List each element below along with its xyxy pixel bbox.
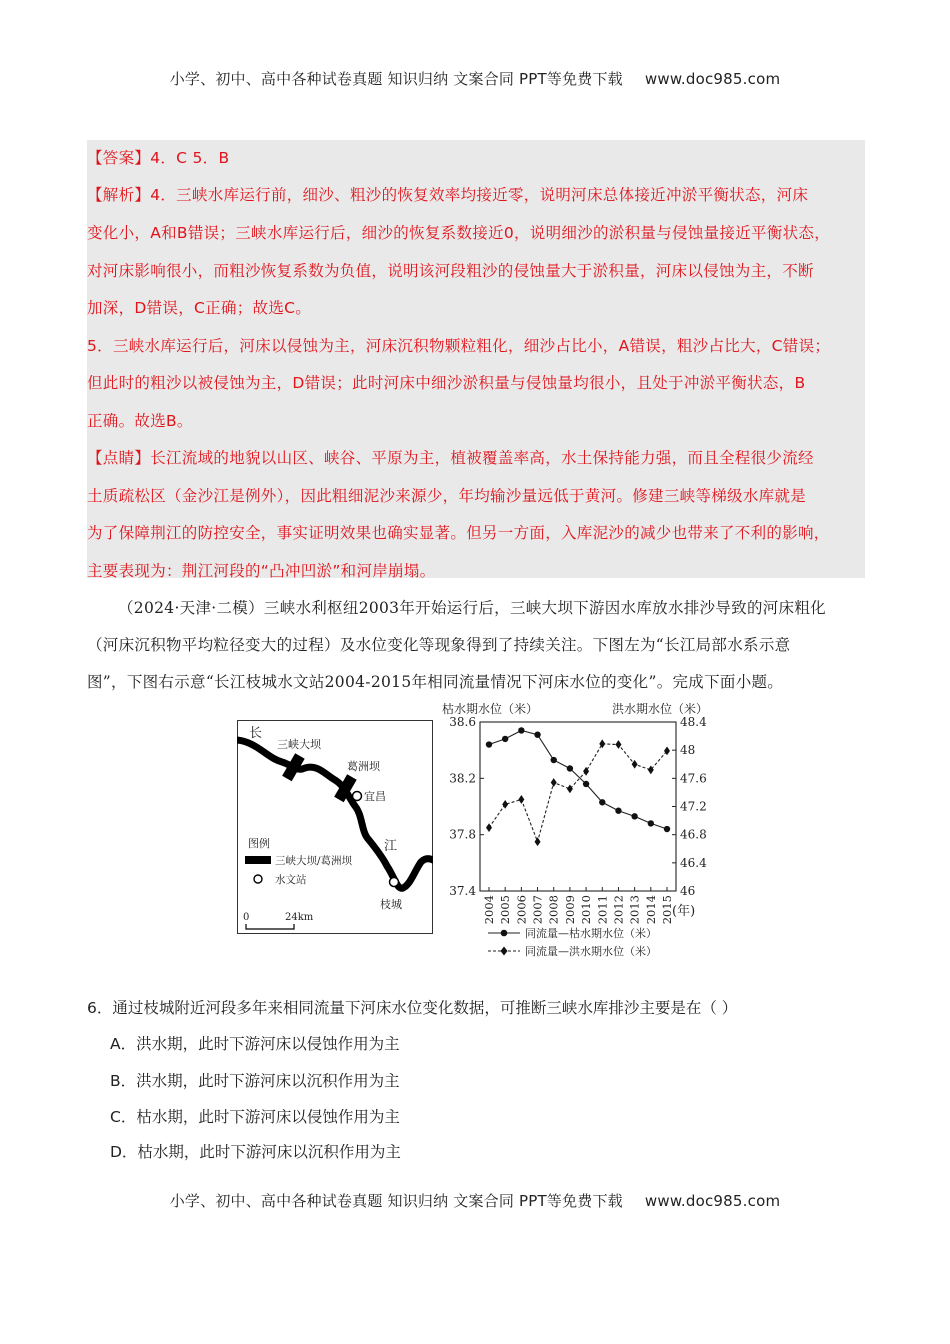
tip-line: 【点睛】长江流域的地貌以山区、峡谷、平原为主，植被覆盖率高，水土保持能力强，而且全程很少流经: [87, 449, 814, 467]
legend-dam-label: 三峡大坝/葛洲坝: [275, 855, 353, 867]
left-tick-label: 37.4: [449, 884, 476, 898]
dry-season-point: [599, 799, 605, 805]
left-tick-label: 38.2: [449, 771, 476, 786]
dry-season-point: [567, 765, 573, 771]
x-tick-label: 2011: [595, 895, 610, 925]
x-tick-label: 2012: [611, 895, 626, 925]
legend-dry-marker: [501, 930, 508, 937]
map-label-yichang: 宜昌: [364, 790, 386, 803]
intro-line: （河床沉积物平均粒径变大的过程）及水位变化等现象得到了持续关注。下图左为“长江局部水系示意: [87, 636, 791, 654]
x-tick-label: 2015: [660, 895, 674, 925]
analysis-line: 正确。故选B。: [87, 412, 193, 430]
left-axis-label: 枯水期水位（米）: [442, 702, 539, 716]
river-map: [237, 720, 433, 934]
plot-frame: [480, 722, 676, 891]
x-tick-label: 2014: [643, 895, 658, 925]
footer-site: www.doc985.com: [644, 1192, 781, 1210]
flood-season-line: [489, 744, 667, 842]
option-d[interactable]: D．枯水期，此时下游河床以沉积作用为主: [110, 1143, 401, 1161]
zhicheng-station-icon: [390, 878, 399, 887]
header-site: www.doc985.com: [644, 70, 781, 88]
legend-station-icon: [254, 875, 262, 883]
map-label-jiang: 江: [384, 839, 398, 854]
analysis-line: 加深，D错误，C正确；故选C。: [87, 299, 312, 317]
legend-flood-marker: [501, 947, 508, 956]
analysis-line: 变化小，A和B错误；三峡水库运行后，细沙的恢复系数接近0，说明细沙的淤积量与侵蚀量接近平衡状态，: [87, 224, 831, 242]
dry-season-point: [486, 741, 492, 747]
intro-line: （2024·天津·二模）三峡水利枢纽2003年开始运行后，三峡大坝下游因水库放水排沙导致的河床粗化: [118, 599, 826, 617]
intro-line: 图”，下图右示意“长江枝城水文站2004-2015年相同流量情况下河床水位的变化”。完成下面小题。: [87, 673, 784, 691]
x-axis-label: (年): [672, 904, 696, 919]
right-axis-label: 洪水期水位（米）: [612, 702, 709, 716]
map-label-gezhouba: 葛洲坝: [347, 760, 380, 773]
left-tick-label: 37.8: [449, 827, 476, 842]
left-tick-label: 38.6: [449, 715, 476, 729]
dry-season-point: [583, 781, 589, 787]
legend-flood-label: 同流量—洪水期水位（米）: [525, 945, 657, 958]
tip-line: 主要表现为：荆江河段的“凸冲凹淤”和河岸崩塌。: [87, 562, 436, 580]
right-tick-label: 47.2: [680, 799, 707, 814]
x-tick-label: 2009: [562, 895, 577, 925]
map-label-sanxia: 三峡大坝: [277, 738, 321, 751]
map-label-zhicheng: 枝城: [380, 898, 402, 911]
dry-season-point: [502, 736, 508, 742]
x-tick-label: 2004: [482, 895, 496, 925]
flood-season-point: [486, 823, 492, 832]
option-b[interactable]: B．洪水期，此时下游河床以沉积作用为主: [110, 1072, 400, 1090]
x-tick-label: 2008: [546, 895, 561, 925]
option-c[interactable]: C．枯水期，此时下游河床以侵蚀作用为主: [110, 1108, 400, 1126]
scale-km: 24km: [285, 912, 314, 923]
analysis-line: 【解析】4．三峡水库运行前，细沙、粗沙的恢复效率均接近零，说明河床总体接近冲淤平衡状态，河床: [87, 186, 809, 204]
scale-zero: 0: [243, 912, 250, 923]
yichang-station-icon: [353, 792, 362, 801]
question-stem: 6．通过枝城附近河段多年来相同流量下河床水位变化数据，可推断三峡水库排沙主要是在（ ）: [87, 999, 738, 1017]
answer-line: 【答案】4．C 5．B: [87, 149, 230, 167]
flood-season-point: [518, 795, 524, 804]
legend-title: 图例: [248, 837, 270, 850]
right-tick-label: 46.8: [680, 827, 707, 842]
option-a[interactable]: A．洪水期，此时下游河床以侵蚀作用为主: [110, 1035, 400, 1053]
legend-dam-swatch: [245, 856, 271, 864]
page-header: [0, 68, 950, 89]
x-tick-label: 2006: [514, 895, 529, 925]
water-level-chart: [440, 700, 710, 962]
flood-season-point: [615, 740, 621, 749]
analysis-line: 5．三峡水库运行后，河床以侵蚀为主，河床沉积物颗粒粗化，细沙占比小，A错误，粗沙占比大，C错误；: [87, 337, 831, 355]
legend-station-label: 水文站: [275, 874, 307, 886]
x-tick-label: 2007: [530, 895, 545, 925]
dry-season-point: [551, 757, 557, 763]
analysis-line: 对河床影响很小，而粗沙恢复系数为负值，说明该河段粗沙的侵蚀量大于淤积量，河床以侵蚀为主，不断: [87, 262, 814, 280]
dry-season-point: [664, 826, 670, 832]
dry-season-point: [518, 727, 524, 733]
tip-line: 土质疏松区（金沙江是例外），因此粗细泥沙来源少，年均输沙量远低于黄河。修建三峡等梯级水库就是: [87, 487, 807, 505]
x-tick-label: 2010: [579, 895, 594, 925]
tip-line: 为了保障荆江的防控安全，事实证明效果也确实显著。但另一方面，入库泥沙的减少也带来了不利的影响，: [87, 524, 830, 542]
dry-season-point: [534, 731, 540, 737]
right-tick-label: 48: [680, 743, 696, 758]
flood-season-point: [502, 800, 508, 809]
x-tick-label: 2013: [627, 895, 642, 925]
dry-season-point: [631, 813, 637, 819]
right-tick-label: 46: [680, 884, 696, 898]
legend-dry-label: 同流量—枯水期水位（米）: [525, 927, 657, 940]
dry-season-point: [615, 808, 621, 814]
dry-season-point: [648, 820, 654, 826]
right-tick-label: 48.4: [680, 715, 707, 729]
x-tick-label: 2005: [498, 895, 513, 925]
map-label-chang: 长: [249, 726, 263, 741]
header-text: 小学、初中、高中各种试卷真题 知识归纳 文案合同 PPT等免费下载: [169, 70, 623, 88]
flood-season-point: [535, 837, 541, 846]
analysis-line: 但此时的粗沙以被侵蚀为主，D错误；此时河床中细沙淤积量与侵蚀量均很小，且处于冲淤平衡状态，B: [87, 374, 806, 392]
footer-text: 小学、初中、高中各种试卷真题 知识归纳 文案合同 PPT等免费下载: [169, 1192, 623, 1210]
right-tick-label: 46.4: [680, 855, 707, 870]
page-footer: [0, 1190, 950, 1211]
answer-box: [87, 140, 865, 578]
flood-season-point: [551, 778, 557, 787]
right-tick-label: 47.6: [680, 771, 707, 786]
